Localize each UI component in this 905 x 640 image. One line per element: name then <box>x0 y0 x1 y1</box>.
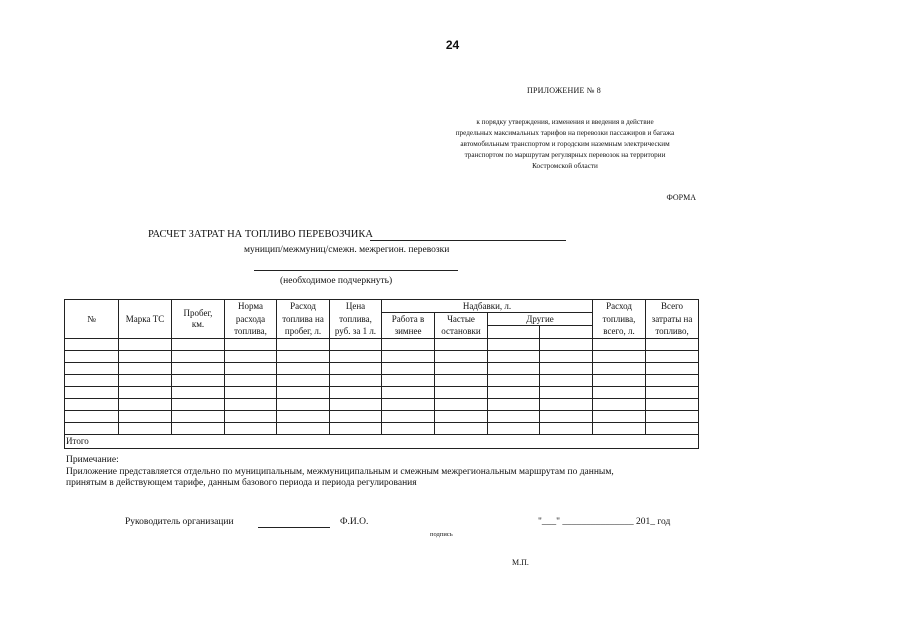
table-cell[interactable] <box>646 423 699 435</box>
table-cell[interactable] <box>382 339 435 351</box>
table-cell[interactable] <box>65 423 119 435</box>
signature-caption: подпись <box>430 531 453 538</box>
note-label: Примечание: <box>66 455 119 465</box>
carrier-name-field[interactable] <box>370 240 566 241</box>
table-cell[interactable] <box>277 351 330 363</box>
table-cell[interactable] <box>540 339 593 351</box>
table-cell[interactable] <box>435 411 488 423</box>
note-text: Приложение представляется отдельно по муниципальным, межмуниципальным и смежным межрегиональным маршрутам по данным, <box>66 466 614 477</box>
table-cell[interactable] <box>172 351 225 363</box>
table-cell[interactable] <box>435 399 488 411</box>
table-cell[interactable] <box>65 375 119 387</box>
calc-title: РАСЧЕТ ЗАТРАТ НА ТОПЛИВО ПЕРЕВОЗЧИКА <box>148 229 373 240</box>
table-cell[interactable] <box>119 351 172 363</box>
header-consumption: топлива на <box>277 313 330 326</box>
table-cell[interactable] <box>646 339 699 351</box>
table-cell[interactable] <box>172 399 225 411</box>
header-stops: остановки <box>435 326 488 339</box>
header-other-sub <box>488 326 540 339</box>
appendix-line: автомобильным транспортом и городским наземным электрическим <box>460 140 670 148</box>
table-row <box>65 363 699 375</box>
header-total-fuel: всего, л. <box>593 326 646 339</box>
table-cell[interactable] <box>277 363 330 375</box>
table-cell[interactable] <box>225 411 277 423</box>
table-cell[interactable] <box>277 423 330 435</box>
header-text: Пробег, <box>183 308 213 318</box>
table-cell[interactable] <box>382 387 435 399</box>
table-cell[interactable] <box>488 411 540 423</box>
table-cell[interactable] <box>435 339 488 351</box>
table-cell[interactable] <box>330 375 382 387</box>
table-row <box>65 375 699 387</box>
header-total-fuel: топлива, <box>593 313 646 326</box>
fuel-cost-table <box>64 299 699 449</box>
table-cell[interactable] <box>646 363 699 375</box>
table-cell[interactable] <box>225 351 277 363</box>
table-cell[interactable] <box>593 375 646 387</box>
total-row: Итого <box>65 435 699 449</box>
table-cell[interactable] <box>119 363 172 375</box>
table-cell[interactable] <box>540 375 593 387</box>
header-vehicle-brand: Марка ТС <box>119 300 172 339</box>
header-mileage <box>172 300 225 339</box>
table-cell[interactable] <box>277 339 330 351</box>
table-cell[interactable] <box>488 375 540 387</box>
table-cell[interactable] <box>330 387 382 399</box>
header-norm: Норма <box>225 300 277 313</box>
table-cell[interactable] <box>593 399 646 411</box>
table-cell[interactable] <box>540 399 593 411</box>
table-cell[interactable] <box>172 423 225 435</box>
table-cell[interactable] <box>119 399 172 411</box>
table-cell[interactable] <box>646 375 699 387</box>
table-cell[interactable] <box>488 387 540 399</box>
table-cell[interactable] <box>488 363 540 375</box>
table-cell[interactable] <box>330 351 382 363</box>
header-winter: зимнее <box>382 326 435 339</box>
table-cell[interactable] <box>65 387 119 399</box>
table-cell[interactable] <box>119 339 172 351</box>
table-cell[interactable] <box>540 363 593 375</box>
head-of-organization-label: Руководитель организации <box>125 517 234 527</box>
table-cell[interactable] <box>330 363 382 375</box>
table-cell[interactable] <box>277 375 330 387</box>
underline-hint: (необходимое подчеркнуть) <box>280 276 393 286</box>
table-cell[interactable] <box>225 375 277 387</box>
underline-divider <box>254 270 458 271</box>
table-cell[interactable] <box>646 351 699 363</box>
table-cell[interactable] <box>540 423 593 435</box>
table-cell[interactable] <box>225 399 277 411</box>
table-cell[interactable] <box>435 375 488 387</box>
appendix-line: предельных максимальных тарифов на перевозки пассажиров и багажа <box>455 129 675 137</box>
header-text: км. <box>191 319 205 329</box>
header-norm: расхода <box>225 313 277 326</box>
table-cell[interactable] <box>65 363 119 375</box>
table-cell[interactable] <box>119 387 172 399</box>
appendix-line: транспортом по маршрутам регулярных перевозок на территории <box>464 151 666 159</box>
table-cell[interactable] <box>330 339 382 351</box>
table-cell[interactable] <box>65 399 119 411</box>
table-cell[interactable] <box>540 351 593 363</box>
header-total-fuel: Расход <box>593 300 646 313</box>
table-cell[interactable] <box>65 411 119 423</box>
note <box>66 455 706 490</box>
stamp-placeholder: М.П. <box>512 558 529 567</box>
table-cell[interactable] <box>488 351 540 363</box>
table-cell[interactable] <box>172 375 225 387</box>
table-cell[interactable] <box>435 387 488 399</box>
table-cell[interactable] <box>382 411 435 423</box>
table-cell[interactable] <box>593 423 646 435</box>
table-cell[interactable] <box>119 423 172 435</box>
header-consumption: пробег, л. <box>277 326 330 339</box>
table-cell[interactable] <box>225 387 277 399</box>
header-stops: Частые <box>435 313 488 326</box>
header-price: топлива, <box>330 313 382 326</box>
table-cell[interactable] <box>488 399 540 411</box>
table-cell[interactable] <box>330 399 382 411</box>
date-field[interactable]: "___" _______________ 201_ год <box>538 517 671 527</box>
appendix-title: ПРИЛОЖЕНИЕ № 8 <box>527 86 601 95</box>
table-row <box>65 423 699 435</box>
table-cell[interactable] <box>593 387 646 399</box>
table-cell[interactable] <box>119 375 172 387</box>
table-cell[interactable] <box>593 339 646 351</box>
table-cell[interactable] <box>172 339 225 351</box>
table-cell[interactable] <box>172 411 225 423</box>
table-cell[interactable] <box>435 363 488 375</box>
table-cell[interactable] <box>172 387 225 399</box>
table-row <box>65 411 699 423</box>
header-number: № <box>65 300 119 339</box>
table-cell[interactable] <box>435 351 488 363</box>
table-cell[interactable] <box>593 363 646 375</box>
table-cell[interactable] <box>593 411 646 423</box>
table-cell[interactable] <box>488 423 540 435</box>
header-total-cost: затраты на <box>646 313 699 326</box>
header-norm: топлива, <box>225 326 277 339</box>
table-cell[interactable] <box>382 375 435 387</box>
table-cell[interactable] <box>382 363 435 375</box>
table-row <box>65 399 699 411</box>
header-other-sub <box>540 326 593 339</box>
table-cell[interactable] <box>435 423 488 435</box>
table-row <box>65 339 699 351</box>
table-cell[interactable] <box>225 339 277 351</box>
page-number: 24 <box>445 38 460 52</box>
table-cell[interactable] <box>225 423 277 435</box>
form-label: ФОРМА <box>666 193 696 202</box>
transport-types: муницип/межмуниц/смежн. межрегион. перевозки <box>244 245 450 255</box>
note-text: принятым в действующем тарифе, данным базового периода и периода регулирования <box>66 478 417 488</box>
appendix-description <box>434 117 696 172</box>
header-total-cost: Всего <box>646 300 699 313</box>
table-cell[interactable] <box>382 399 435 411</box>
appendix-line: к порядку утверждения, изменения и введения в действие <box>476 118 654 126</box>
table-cell[interactable] <box>646 399 699 411</box>
table-cell[interactable] <box>488 339 540 351</box>
table-row <box>65 387 699 399</box>
header-price: руб. за 1 л. <box>330 326 382 339</box>
table-cell[interactable] <box>330 411 382 423</box>
table-cell[interactable] <box>225 363 277 375</box>
header-winter: Работа в <box>382 313 435 326</box>
table-cell[interactable] <box>646 387 699 399</box>
header-consumption: Расход <box>277 300 330 313</box>
table-body <box>65 339 699 435</box>
fio-label: Ф.И.О. <box>340 517 369 527</box>
header-price: Цена <box>330 300 382 313</box>
table-cell[interactable] <box>382 423 435 435</box>
table-cell[interactable] <box>540 387 593 399</box>
table-cell[interactable] <box>277 399 330 411</box>
table-cell[interactable] <box>172 363 225 375</box>
appendix-line: Костромской области <box>532 162 598 170</box>
table-cell[interactable] <box>540 411 593 423</box>
table-cell[interactable] <box>382 351 435 363</box>
header-other: Другие <box>488 313 593 326</box>
table-cell[interactable] <box>277 387 330 399</box>
header-allowances: Надбавки, л. <box>382 300 593 313</box>
table-cell[interactable] <box>119 411 172 423</box>
table-cell[interactable] <box>277 411 330 423</box>
header-total-cost: топливо, <box>646 326 699 339</box>
table-cell[interactable] <box>646 411 699 423</box>
signature-field[interactable] <box>258 527 330 528</box>
table-cell[interactable] <box>65 339 119 351</box>
table-cell[interactable] <box>593 351 646 363</box>
table-cell[interactable] <box>65 351 119 363</box>
table-cell[interactable] <box>330 423 382 435</box>
table-row <box>65 351 699 363</box>
